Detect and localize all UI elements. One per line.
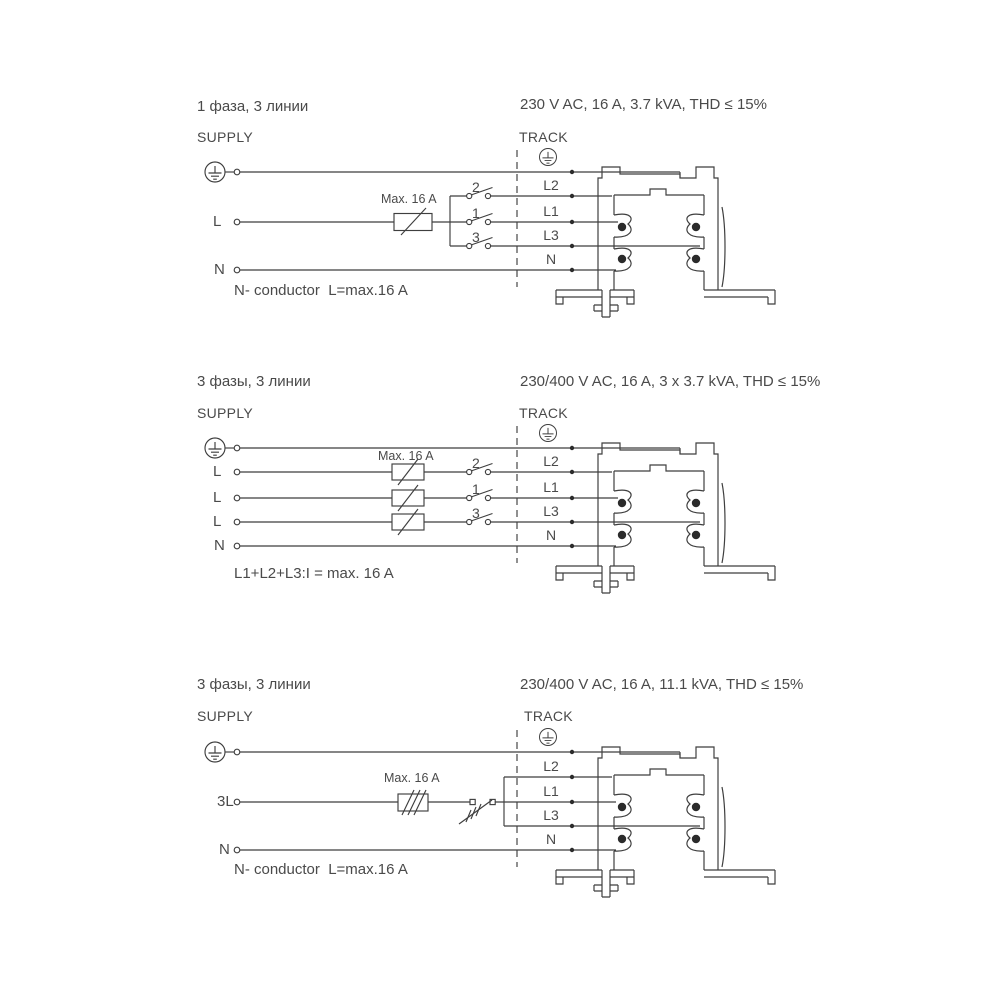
diagram1-supply-label: SUPPLY [197, 129, 254, 145]
supply-line-label: 3L [217, 793, 234, 810]
diagram2-note: L1+L2+L3:I = max. 16 A [234, 565, 394, 582]
track-line-label: L1 [543, 479, 559, 495]
diagram3-note: N- conductor L=max.16 A [234, 861, 408, 878]
supply-line-label: N [214, 537, 225, 554]
earth-ground-icon [540, 729, 557, 746]
diagram1-track-label: TRACK [519, 129, 568, 145]
diagram2-title: 3 фазы, 3 линии [197, 373, 311, 390]
earth-ground-icon [205, 162, 225, 182]
track-line-label: L3 [543, 227, 559, 243]
diagram3-rating: 230/400 V AC, 16 A, 11.1 kVA, THD ≤ 15% [520, 676, 804, 693]
supply-line-label: L [213, 213, 222, 230]
diagram1-note: N- conductor L=max.16 A [234, 282, 408, 299]
supply-line-label: L [213, 463, 222, 480]
diagram3-supply-label: SUPPLY [197, 708, 254, 724]
fuse-symbol [394, 208, 432, 235]
switch-number: 2 [472, 455, 480, 471]
supply-line-label: N [214, 261, 225, 278]
track-cross-section [556, 167, 775, 317]
track-line-label: L2 [543, 177, 559, 193]
supply-line-label: L [213, 513, 222, 530]
diagram2-track-label: TRACK [519, 405, 568, 421]
diagram3-track-label: TRACK [524, 708, 573, 724]
track-cross-section [556, 443, 775, 593]
track-line-label: L1 [543, 783, 559, 799]
switch-number: 3 [472, 505, 480, 521]
supply-line-label: L [213, 489, 222, 506]
track-line-label: N [545, 527, 557, 543]
diagram1-rating: 230 V AC, 16 A, 3.7 kVA, THD ≤ 15% [520, 96, 767, 113]
track-line-label: L3 [543, 503, 559, 519]
fuse-rating-label: Max. 16 A [381, 192, 437, 206]
earth-ground-icon [205, 438, 225, 458]
earth-ground-icon [540, 425, 557, 442]
diagram1-title: 1 фаза, 3 линии [197, 98, 309, 115]
track-cross-section [556, 747, 775, 897]
switch-number: 1 [472, 481, 480, 497]
earth-ground-icon [205, 742, 225, 762]
switch-number: 1 [472, 205, 480, 221]
track-line-label: L2 [543, 453, 559, 469]
earth-ground-icon [540, 149, 557, 166]
fuse-rating-label: Max. 16 A [378, 449, 434, 463]
fuse-rating-label: Max. 16 A [384, 771, 440, 785]
track-line-label: L2 [543, 758, 559, 774]
diagram3-title: 3 фазы, 3 линии [197, 676, 311, 693]
switch-number: 3 [472, 229, 480, 245]
supply-line-label: N [219, 841, 230, 858]
fuse-symbol-3pole [398, 790, 428, 815]
track-line-label: L3 [543, 807, 559, 823]
switch-number: 2 [472, 179, 480, 195]
switch-symbol-3pole [459, 799, 495, 824]
track-line-label: N [545, 251, 557, 267]
fuse-symbol [240, 459, 466, 535]
diagram2-rating: 230/400 V AC, 16 A, 3 x 3.7 kVA, THD ≤ 15% [520, 373, 821, 390]
track-line-label: L1 [543, 203, 559, 219]
track-line-label: N [545, 831, 557, 847]
diagram2-supply-label: SUPPLY [197, 405, 254, 421]
